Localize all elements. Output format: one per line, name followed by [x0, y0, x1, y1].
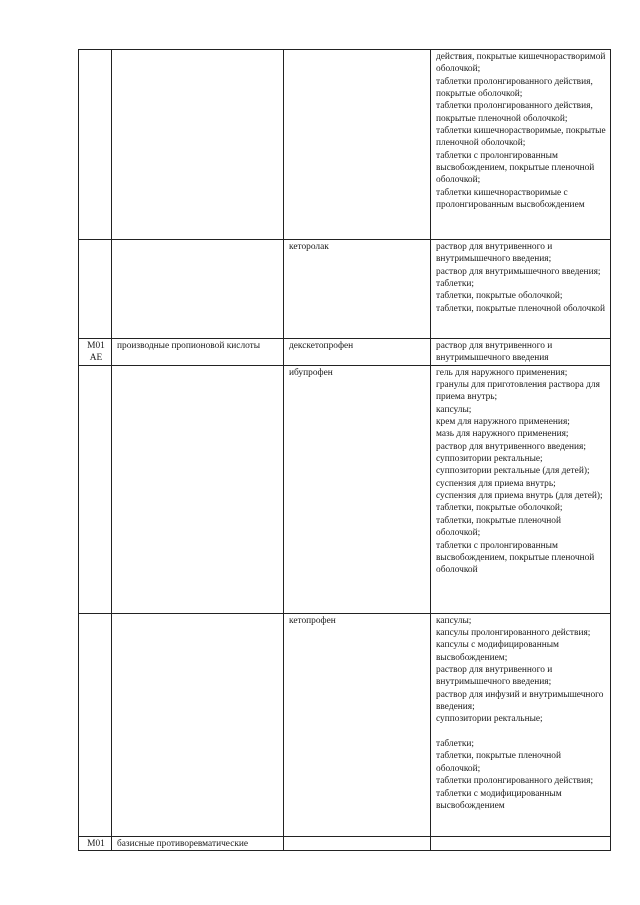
table-body: [79, 50, 611, 851]
drug-name-cell: кетопрофен: [284, 613, 431, 836]
dosage-form-item: капсулы;: [436, 615, 472, 626]
dosage-form-item: таблетки с модифицированным высвобождением: [436, 788, 562, 811]
group-name-cell: производные пропионовой кислоты: [112, 339, 284, 366]
blank-line: [436, 726, 607, 738]
dosage-form-item: таблетки пролонгированного действия, покрытые пленочной оболочкой;: [436, 101, 593, 124]
dosage-form-item: раствор для внутривенного введения;: [436, 441, 586, 452]
dosage-form-item: раствор для внутримышечного введения;: [436, 266, 601, 277]
dosage-form-item: таблетки, покрытые оболочкой;: [436, 291, 563, 302]
atc-code-cell: [79, 240, 112, 339]
dosage-form-item: суспензия для приема внутрь (для детей);: [436, 491, 603, 502]
group-name-cell: [112, 50, 284, 240]
dosage-form-item: раствор для инфузий и внутримышечного введения;: [436, 689, 604, 713]
dosage-form-item: таблетки, покрытые пленочной оболочкой;: [436, 515, 562, 539]
dosage-form-item: суппозитории ректальные (для детей);: [436, 466, 590, 477]
dosage-form-item: суспензия для приема внутрь;: [436, 478, 556, 489]
dosage-form-item: раствор для внутривенного и внутримышечного введения: [436, 341, 553, 364]
drug-name-cell: декскетопрофен: [284, 339, 431, 366]
atc-code-cell: [79, 365, 112, 613]
table-row: [79, 240, 611, 339]
table-row: [79, 339, 611, 366]
dosage-form-item: суппозитории ректальные;: [436, 714, 543, 725]
dosage-form-item: капсулы пролонгированного действия;: [436, 628, 591, 639]
dosage-form-item: раствор для внутривенного и внутримышечного введения;: [436, 242, 553, 265]
dosage-forms-cell: [431, 339, 611, 366]
dosage-form-item: таблетки, покрытые пленочной оболочкой: [436, 303, 605, 314]
dosage-form-item: капсулы с модифицированным высвобождением;: [436, 640, 559, 663]
atc-code-cell: [79, 613, 112, 836]
dosage-form-item: таблетки;: [436, 279, 475, 290]
group-name-cell: [112, 365, 284, 613]
dosage-forms-cell: [431, 240, 611, 339]
table-row: [79, 50, 611, 240]
dosage-form-item: таблетки, покрытые пленочной оболочкой;: [436, 751, 562, 774]
dosage-form-item: таблетки пролонгированного действия;: [436, 776, 594, 787]
dosage-forms-cell: [431, 365, 611, 613]
dosage-form-item: таблетки с пролонгированным высвобождением, покрытые пленочной оболочкой: [436, 540, 595, 576]
dosage-form-item: гранулы для приготовления раствора для приема внутрь;: [436, 380, 600, 403]
drug-name-cell: [284, 50, 431, 240]
group-name-cell: [112, 240, 284, 339]
dosage-form-item: раствор для внутривенного и внутримышечного введения;: [436, 665, 553, 688]
table-row: [79, 836, 611, 850]
dosage-form-item: крем для наружного применения;: [436, 417, 570, 428]
dosage-form-item: таблетки кишечнорастворимые с пролонгированным высвобождением: [436, 187, 585, 211]
dosage-form-item: таблетки;: [436, 739, 475, 750]
table-row: [79, 365, 611, 613]
drug-name-cell: кеторолак: [284, 240, 431, 339]
group-name-cell: [112, 613, 284, 836]
dosage-form-item: мазь для наружного применения;: [436, 429, 569, 440]
dosage-form-item: суппозитории ректальные;: [436, 454, 543, 465]
group-name-cell: базисные противоревматические: [112, 836, 284, 850]
dosage-form-item: таблетки с пролонгированным высвобождением, покрытые пленочной оболочкой;: [436, 150, 595, 186]
atc-code-cell: M01 AE: [79, 339, 112, 366]
drug-name-cell: [284, 836, 431, 850]
dosage-form-item: таблетки кишечнорастворимые, покрытые пленочной оболочкой;: [436, 126, 606, 149]
table-row: [79, 613, 611, 836]
atc-code-cell: [79, 50, 112, 240]
dosage-forms-cell: [431, 613, 611, 836]
dosage-form-item: действия, покрытые кишечнорастворимой оболочкой;: [436, 52, 606, 75]
dosage-form-item: таблетки пролонгированного действия, покрытые оболочкой;: [436, 76, 593, 100]
dosage-forms-cell: [431, 50, 611, 240]
dosage-form-item: таблетки, покрытые оболочкой;: [436, 503, 563, 514]
dosage-form-item: капсулы;: [436, 404, 472, 415]
dosage-form-item: гель для наружного применения;: [436, 367, 568, 378]
dosage-forms-cell: [431, 836, 611, 850]
drug-name-cell: ибупрофен: [284, 365, 431, 613]
atc-code-cell: M01: [79, 836, 112, 850]
drug-list-table: [78, 49, 611, 851]
